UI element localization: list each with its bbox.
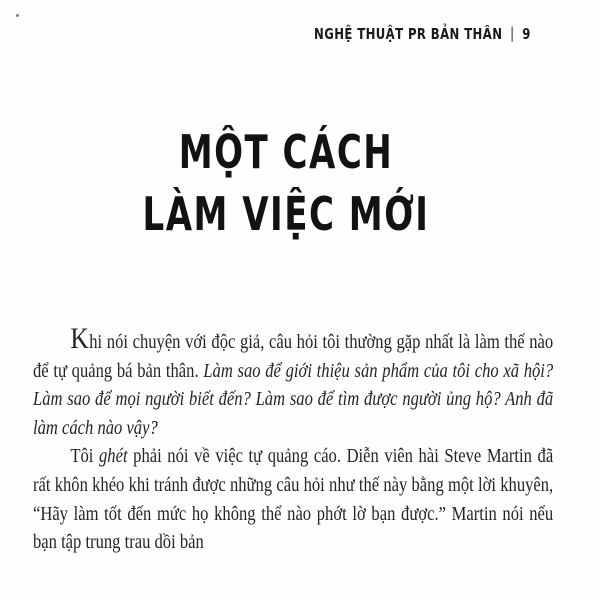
text-run-italic: ghét bbox=[99, 446, 128, 468]
header-separator: | bbox=[509, 24, 515, 42]
paragraph bbox=[33, 443, 553, 557]
scan-speck bbox=[16, 14, 19, 17]
page-header bbox=[314, 25, 530, 43]
chapter-title-line2: LÀM VIỆC MỚI bbox=[142, 187, 430, 241]
body-text bbox=[33, 322, 554, 558]
text-run-regular: Tôi bbox=[70, 446, 100, 468]
page-number: 9 bbox=[521, 25, 530, 43]
text-run-regular: phải nói về việc tự quảng cáo. Diễn viên hài Steve Martin đã rất khôn khéo khi tránh được những câu hỏi như thế này bằng một lời khuyên, “Hãy làm tốt đến mức họ không thể nào phớt lờ bạn được.” Martin nói nếu bạn tập trung trau dồi bản bbox=[33, 446, 554, 554]
text-run-italic: Làm sao để giới thiệu sản phẩm của tôi cho xã hội? Làm sao để mọi người biết đến? Làm sao để tìm được người ủng hộ? Anh đã làm cách nào vậy? bbox=[33, 360, 554, 439]
running-head-title: NGHỆ THUẬT PR BẢN THÂN bbox=[313, 25, 502, 43]
paragraph bbox=[33, 322, 554, 443]
chapter-title-line1: MỘT CÁCH bbox=[178, 125, 394, 179]
text-run-initial: K bbox=[70, 322, 90, 355]
text-run-regular: hi nói chuyện với độc giả, câu hỏi tôi thường gặp nhất là làm thế nào để tự quảng bá bản thân. bbox=[33, 332, 554, 382]
chapter-title bbox=[0, 121, 572, 245]
